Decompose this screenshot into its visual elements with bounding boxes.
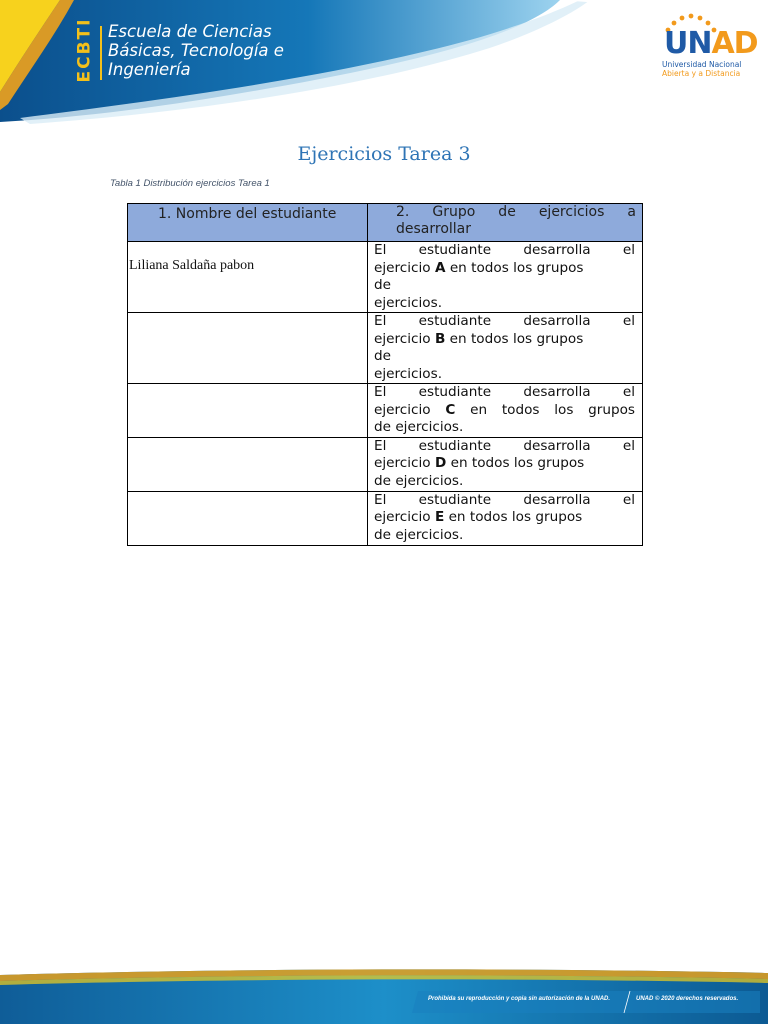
school-name-line: Básicas, Tecnología e (108, 41, 284, 60)
logo-line2: Abierta y a Distancia (662, 69, 741, 78)
student-cell[interactable] (128, 242, 368, 313)
document-title: Ejercicios Tarea 3 (297, 143, 471, 165)
table-row (128, 491, 643, 545)
exercise-cell (368, 242, 643, 313)
exercise-letter: A (434, 259, 446, 276)
desc-pre: ejercicio (374, 330, 431, 347)
ecbti-divider (100, 26, 102, 80)
desc-tail: ejercicios. (374, 365, 443, 382)
student-name (128, 384, 367, 400)
footer-copyright: UNAD © 2020 derechos reservados. (636, 996, 739, 1002)
logo-ad: AD (711, 26, 758, 61)
exercise-cell (368, 313, 643, 384)
unad-logo (658, 12, 758, 82)
desc-line-2 (374, 402, 635, 420)
desc-line: El estudiante desarrolla el (374, 437, 635, 454)
desc-post: en todos los grupos (444, 509, 583, 525)
exercise-letter: C (445, 401, 456, 418)
exercise-cell (368, 384, 643, 438)
desc-post: en todos los grupos (450, 455, 585, 471)
logo-wordmark (664, 26, 758, 61)
desc-line: El estudiante desarrolla el (374, 384, 635, 400)
student-cell[interactable] (128, 437, 368, 491)
table-row (128, 313, 643, 384)
desc-pre: ejercicio (374, 509, 431, 525)
student-name (128, 492, 367, 508)
table-row (128, 384, 643, 438)
desc-line-2 (374, 509, 635, 527)
desc-post: en todos los grupos (449, 259, 584, 276)
footer-notice: Prohibida su reproducción y copia sin autorización de la UNAD. (428, 996, 611, 1002)
desc-pre: ejercicio (374, 259, 431, 276)
desc-tail: de (374, 348, 391, 364)
desc-pre: ejercicio (374, 401, 431, 418)
desc-tail: de (374, 277, 391, 293)
table-caption: Tabla 1 Distribución ejercicios Tarea 1 (110, 178, 270, 189)
school-name (108, 22, 284, 79)
desc-tail: de ejercicios. (374, 526, 464, 543)
desc-tail: de ejercicios. (374, 472, 464, 489)
logo-line1: Universidad Nacional (662, 60, 742, 69)
desc-line-2 (374, 455, 635, 473)
exercise-table (127, 203, 643, 546)
school-name-line: Ingeniería (108, 60, 191, 79)
school-name-line: Escuela de Ciencias (108, 22, 272, 41)
student-name: Liliana Saldaña pabon (129, 258, 255, 273)
logo-un: UN (664, 26, 712, 61)
desc-line: El estudiante desarrolla el (374, 242, 635, 258)
header-banner (0, 0, 768, 130)
desc-pre: ejercicio (374, 455, 431, 471)
student-name (128, 438, 367, 454)
student-cell[interactable] (128, 313, 368, 384)
desc-line-2 (374, 260, 635, 278)
exercise-letter: D (434, 455, 447, 471)
exercise-cell (368, 491, 643, 545)
header-exercise-group: 2. Grupo de ejercicios a desarrollar (368, 204, 643, 242)
ecbti-text: ECBTI (74, 17, 95, 83)
table-row (128, 437, 643, 491)
exercise-letter: E (434, 509, 445, 525)
footer-banner (0, 965, 768, 1024)
table-header-row (128, 204, 643, 242)
desc-line: El estudiante desarrolla el (374, 491, 635, 508)
desc-post: en todos los grupos (470, 401, 636, 418)
header-student-name: 1. Nombre del estudiante (128, 204, 368, 242)
student-cell[interactable] (128, 384, 368, 438)
student-cell[interactable] (128, 491, 368, 545)
ecbti-vertical-label (70, 17, 96, 83)
footer-graphic (0, 965, 768, 1024)
exercise-cell (368, 437, 643, 491)
student-name (128, 313, 367, 329)
desc-tail: ejercicios. (374, 294, 443, 311)
exercise-letter: B (434, 330, 446, 347)
desc-line: El estudiante desarrolla el (374, 313, 635, 329)
desc-post: en todos los grupos (449, 330, 584, 347)
desc-line-2 (374, 331, 635, 349)
table-row (128, 242, 643, 313)
desc-tail: de ejercicios. (374, 419, 464, 435)
